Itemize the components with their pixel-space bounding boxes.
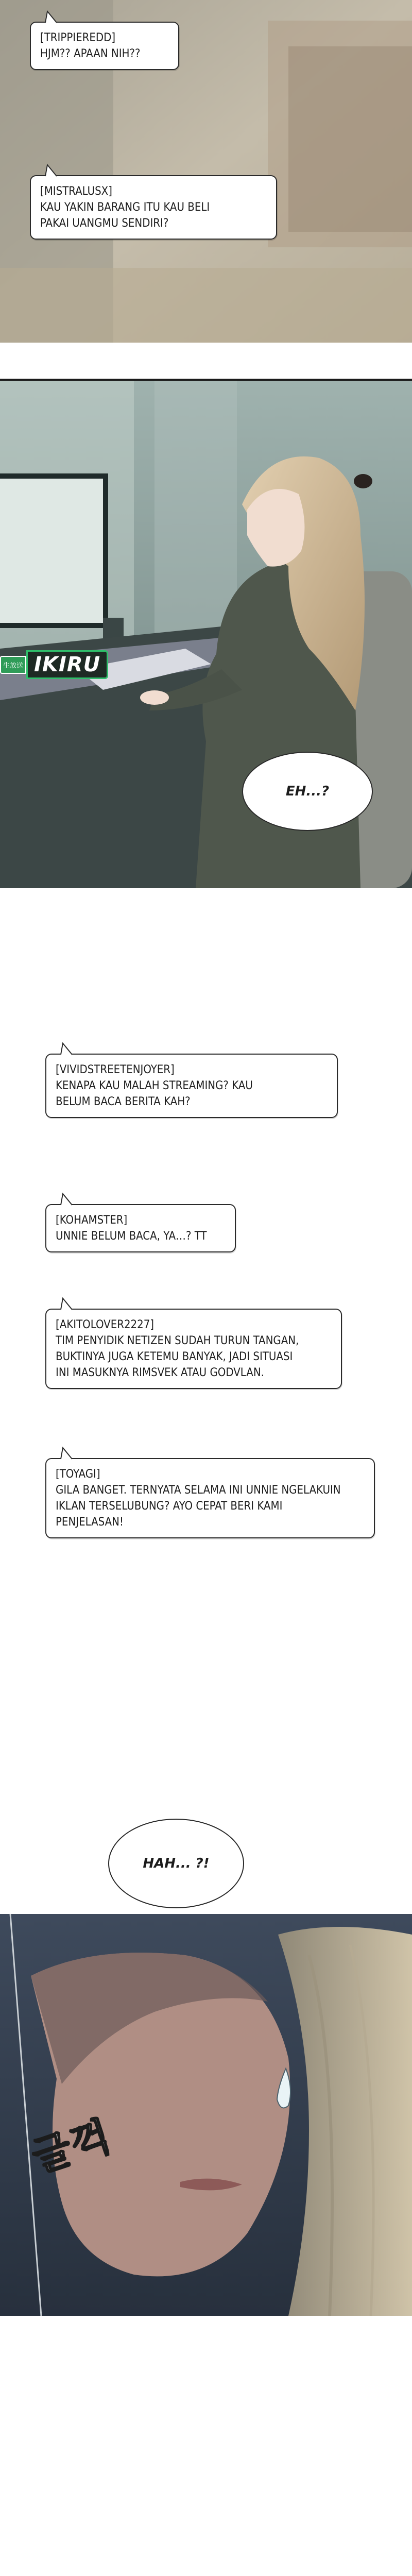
chat-message: PAKAI UANGMU SENDIRI? [40,217,169,230]
chat-message: PENJELASAN! [56,1516,124,1529]
bubble-tail [45,165,57,176]
chat-message: INI MASUKNYA RIMSVEK ATAU GODVLAN. [56,1366,264,1379]
channel-name: IKIRU [34,653,101,676]
panel-room [0,0,412,343]
chat-message: IKLAN TERSELUBUNG? AYO CEPAT BERI KAMI [56,1500,283,1513]
chat-bubble-toyagi [45,1458,375,1538]
chat-message: HJM?? APAAN NIH?? [40,47,141,60]
chat-bubble-trippieredd [30,22,179,70]
chat-username: [MISTRALUSX] [40,185,112,198]
chat-message: KAU YAKIN BARANG ITU KAU BELI [40,201,210,214]
live-badge [0,656,26,674]
stream-logo [0,649,108,681]
chat-bubble-vividstreetenjoyer [45,1054,338,1118]
bubble-tail [61,1194,72,1205]
chat-message: TIM PENYIDIK NETIZEN SUDAH TURUN TANGAN, [56,1334,299,1347]
bubble-tail [61,1043,72,1055]
panel-streamer [0,379,412,888]
chat-message: BELUM BACA BERITA KAH? [56,1095,191,1108]
bubble-tail [61,1298,72,1310]
bubble-tail [61,1448,72,1459]
chat-username: [VIVIDSTREETENJOYER] [56,1063,175,1076]
chat-message: UNNIE BELUM BACA, YA…? TT [56,1230,207,1243]
bubble-tail [45,11,57,23]
chat-bubble-mistralusx [30,175,277,240]
chat-username: [AKITOLOVER2227] [56,1318,154,1331]
speech-text: EH...? [285,784,330,799]
channel-name-box [26,650,108,679]
chat-bubble-kohamster [45,1204,236,1252]
chat-username: [KOHAMSTER] [56,1214,128,1227]
chat-bubble-akitolover2227 [45,1309,342,1389]
speech-bubble-hah [108,1819,244,1908]
live-badge-text: 生放送 [3,662,24,670]
chat-message: BUKTINYA JUGA KETEMU BANYAK, JADI SITUASI [56,1350,293,1363]
sound-effect-text: 글꺽 [27,2112,117,2182]
chat-message: GILA BANGET. TERNYATA SELAMA INI UNNIE NGELAKUIN [56,1484,341,1497]
chat-message: KENAPA KAU MALAH STREAMING? KAU [56,1079,253,1092]
speech-bubble-eh [242,752,373,831]
panel-closeup [0,1914,412,2316]
chat-username: [TRIPPIEREDD] [40,31,116,44]
closeup-illustration [0,1914,412,2316]
speech-text: HAH... ?! [143,1856,210,1871]
chat-username: [TOYAGI] [56,1468,100,1481]
